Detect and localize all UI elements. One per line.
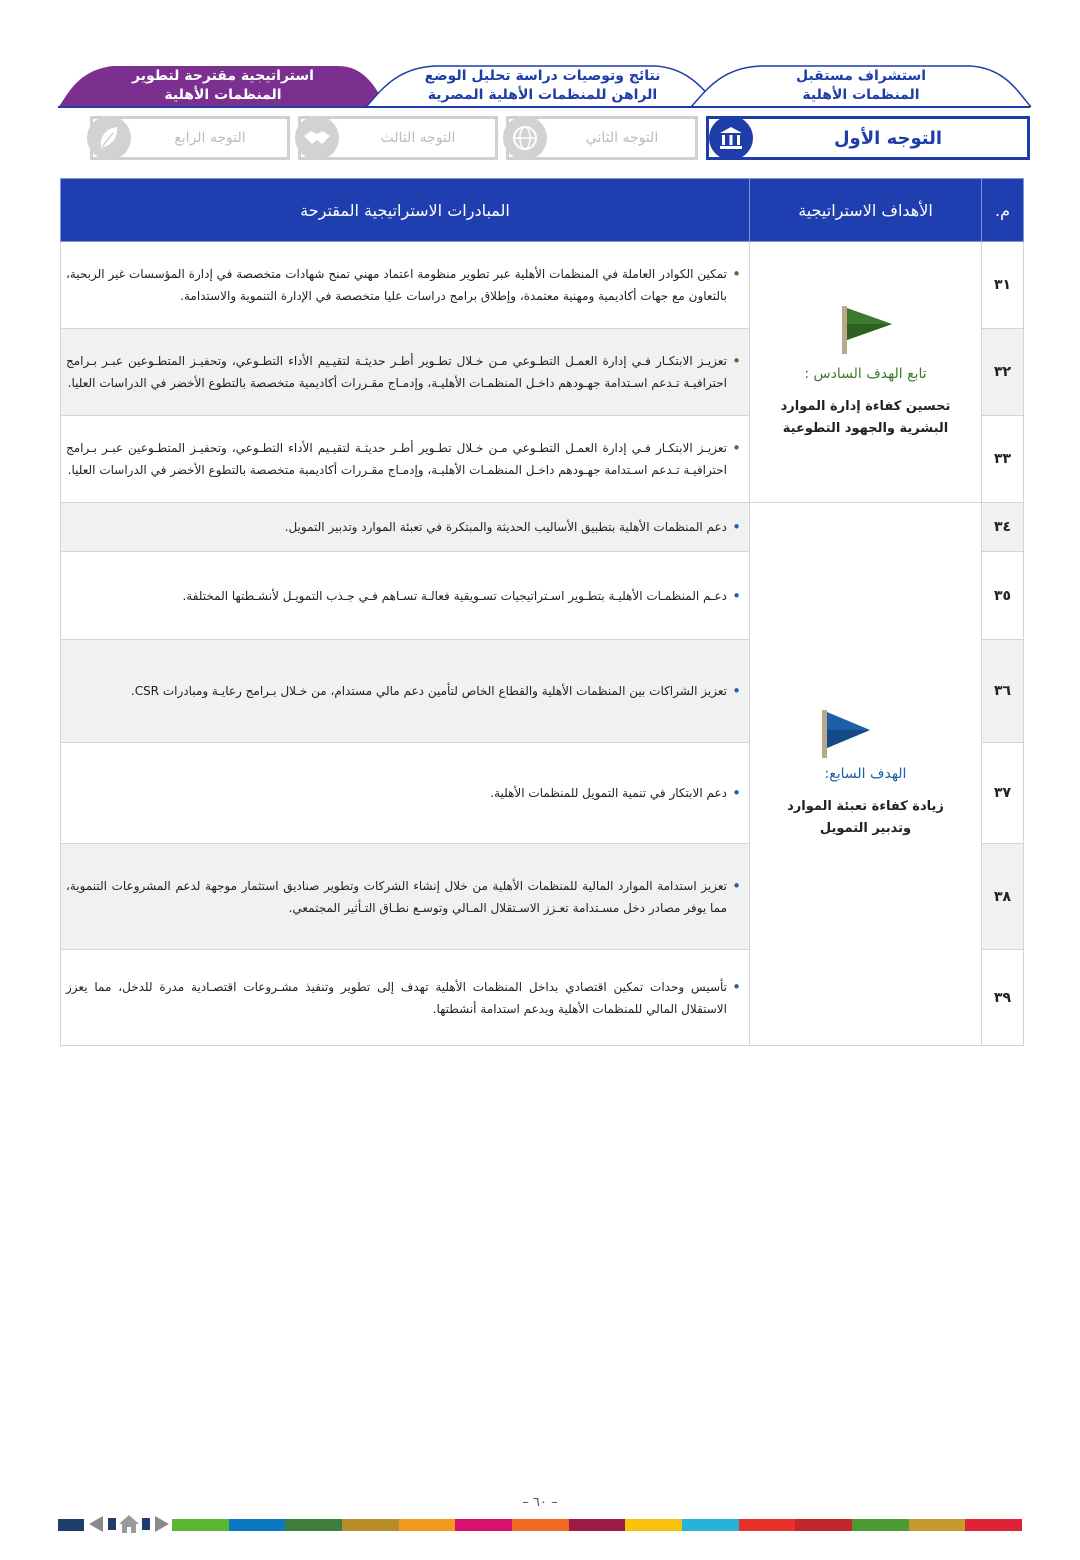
color-bar-segment bbox=[909, 1519, 966, 1531]
home-icon[interactable] bbox=[118, 1513, 140, 1535]
color-bar-segment bbox=[795, 1519, 852, 1531]
initiative-cell bbox=[61, 640, 750, 743]
initiative-cell bbox=[61, 743, 750, 844]
bullet-icon: • bbox=[732, 352, 741, 370]
goal-seven-label: الهدف السابع: bbox=[824, 766, 907, 782]
goal-seven-cell bbox=[750, 503, 982, 1046]
green-flag-icon bbox=[836, 304, 896, 360]
bullet-icon: • bbox=[732, 784, 741, 802]
direction-label: التوجه الرابع bbox=[174, 130, 246, 146]
bullet-icon: • bbox=[732, 265, 741, 283]
institution-icon bbox=[709, 116, 753, 160]
direction-label: التوجه الثالث bbox=[380, 130, 456, 146]
color-bar-segment bbox=[569, 1519, 626, 1531]
tab-label: نتائج وتوصيات دراسة تحليل الوضع الراهن للمنظمات الأهلية المصرية bbox=[424, 68, 661, 103]
tab-results[interactable] bbox=[365, 64, 720, 108]
strategy-table bbox=[60, 178, 1024, 1046]
tab-foresight[interactable] bbox=[690, 64, 1032, 108]
initiative-text: تعزيـز الابتكـار فـي إدارة العمـل التطـوعي مـن خـلال تطـوير أطـر حديثـة لتقيـيم الأداء التطـوعي، وتحفيـز المتطـوعين عبـر بـرامج احترافيـة تـدعم اسـتدامة جهـودهم داخـل المنظمـات الأهليـة، وإدمـاج مقـررات أكاديمية متخصصة بالتطوع الأخضر في الدراسات العليا. bbox=[66, 354, 727, 390]
bullet-icon: • bbox=[732, 518, 741, 536]
color-bar-segment bbox=[682, 1519, 739, 1531]
table-header-row bbox=[61, 179, 1024, 242]
color-bar-segment bbox=[455, 1519, 512, 1531]
tab-label: استراتيجية مقترحة لتطوير المنظمات الأهلية bbox=[132, 68, 314, 103]
row-number: ٣٢ bbox=[982, 329, 1024, 416]
bullet-icon: • bbox=[732, 682, 741, 700]
direction-label: التوجه الثاني bbox=[585, 130, 659, 146]
goal-six-title: تحسين كفاءة إدارة الموارد البشرية والجهود التطوعية bbox=[780, 399, 951, 436]
next-page-icon[interactable] bbox=[152, 1514, 172, 1534]
initiative-cell bbox=[61, 329, 750, 416]
color-bar-segment bbox=[739, 1519, 796, 1531]
square-icon bbox=[108, 1518, 116, 1530]
header-initiatives: المبادرات الاستراتيجية المقترحة bbox=[61, 179, 750, 242]
initiative-text: دعم الابتكار في تنمية التمويل للمنظمات الأهلية. bbox=[490, 786, 727, 800]
initiative-text: تأسيس وحدات تمكين اقتصادي بداخل المنظمات الأهلية تهدف إلى تطوير وتنفيذ مشـروعات اقتصـادية مدرة للدخل، مما يعزز الاستقلال المالي للمنظمات الأهلية ويدعم استدامة أنشطتها. bbox=[66, 979, 727, 1016]
row-number: ٣١ bbox=[982, 242, 1024, 329]
header-num: م. bbox=[982, 179, 1024, 242]
row-number: ٣٩ bbox=[982, 950, 1024, 1046]
initiative-cell bbox=[61, 416, 750, 503]
color-bar-segment bbox=[512, 1519, 569, 1531]
tab-label: استشراف مستقبل المنظمات الأهلية bbox=[795, 68, 927, 103]
color-bar-segment bbox=[852, 1519, 909, 1531]
color-bar-segment bbox=[625, 1519, 682, 1531]
color-bar-segment bbox=[399, 1519, 456, 1531]
initiative-text: دعـم المنظمـات الأهليـة بتطـوير اسـتراتيجيات تسـويقية فعالـة تسـاهم فـي جـذب التمويـل لأنشـطتها المختلفة. bbox=[182, 588, 727, 603]
bullet-icon: • bbox=[732, 876, 741, 895]
handshake-icon bbox=[295, 116, 339, 160]
row-number: ٣٧ bbox=[982, 743, 1024, 844]
goal-seven-title: زيادة كفاءة تعبئة الموارد وتدبير التمويل bbox=[787, 799, 944, 836]
blue-flag-icon bbox=[786, 708, 946, 764]
globe-icon bbox=[503, 116, 547, 160]
table-row bbox=[61, 242, 1024, 329]
initiative-cell bbox=[61, 242, 750, 329]
initiative-text: تعزيز الشراكات بين المنظمات الأهلية والقطاع الخاص لتأمين دعم مالي مستدام، من خـلال بـرامج رعايـة ومبادرات CSR. bbox=[130, 684, 727, 698]
header-goals: الأهداف الاستراتيجية bbox=[750, 179, 982, 242]
direction-fourth-button[interactable] bbox=[90, 116, 290, 160]
color-bar-segment bbox=[285, 1519, 342, 1531]
row-number: ٣٨ bbox=[982, 844, 1024, 950]
previous-page-icon[interactable] bbox=[86, 1514, 106, 1534]
initiative-text: تعزيـز الابتكـار فـي إدارة العمـل التطـوعي مـن خـلال تطـوير أطـر حديثـة لتقيـيم الأداء التطـوعي، وتحفيـز المتطـوعين عبـر بـرامج احترافيـة تـدعم اسـتدامة جهـودهم داخـل المنظمـات الأهليـة، وإدمـاج مقـررات أكاديمية متخصصة بالتطوع الأخضر في الدراسات العليا. bbox=[66, 441, 727, 477]
row-number: ٣٦ bbox=[982, 640, 1024, 743]
color-bar-segment bbox=[229, 1519, 286, 1531]
bullet-icon: • bbox=[732, 586, 741, 605]
goal-six-cell bbox=[750, 242, 982, 503]
row-number: ٣٣ bbox=[982, 416, 1024, 503]
tab-proposed-strategy[interactable] bbox=[58, 64, 388, 108]
footer-color-bar bbox=[172, 1519, 1022, 1531]
footer-bar-segment bbox=[58, 1519, 84, 1531]
initiative-cell bbox=[61, 503, 750, 552]
color-bar-segment bbox=[965, 1519, 1022, 1531]
initiative-text: تعزيز استدامة الموارد المالية للمنظمات الأهلية من خلال إنشاء الشركات وتطوير صناديق استثمار موجهة لدعم المشروعات التنموية، مما يوفر مصادر دخل مسـتدامة تعـزز الاسـتقلال المـالي وتوسـع نطـاق التـأثير المجتمعي. bbox=[66, 878, 727, 915]
direction-first-button[interactable] bbox=[706, 116, 1030, 160]
footer-nav bbox=[86, 1513, 172, 1535]
page-number: – ٦٠ – bbox=[522, 1495, 558, 1510]
leaf-icon bbox=[87, 116, 131, 160]
direction-second-button[interactable] bbox=[506, 116, 698, 160]
color-bar-segment bbox=[342, 1519, 399, 1531]
square-icon bbox=[142, 1518, 150, 1530]
initiative-cell bbox=[61, 552, 750, 640]
direction-label: التوجه الأول bbox=[833, 127, 943, 149]
initiative-text: دعم المنظمات الأهلية بتطبيق الأساليب الحديثة والمبتكرة في تعبئة الموارد وتدبير التمويل. bbox=[284, 520, 727, 534]
initiative-cell bbox=[61, 844, 750, 950]
direction-third-button[interactable] bbox=[298, 116, 498, 160]
goal-six-label: تابع الهدف السادس : bbox=[804, 366, 927, 382]
bullet-icon: • bbox=[732, 439, 741, 457]
initiative-text: تمكين الكوادر العاملة في المنظمات الأهلية عبر تطوير منظومة اعتماد مهني تمنح شهادات متخصصة في إدارة المؤسسات غير الربحية، بالتعاون مع جهات أكاديمية ومهنية معتمدة، وإطلاق برامج دراسات عليا متخصصة في الإدارة التنموية والاستدامة. bbox=[66, 267, 727, 303]
table-row bbox=[61, 503, 1024, 552]
color-bar-segment bbox=[172, 1519, 229, 1531]
initiative-cell bbox=[61, 950, 750, 1046]
row-number: ٣٥ bbox=[982, 552, 1024, 640]
row-number: ٣٤ bbox=[982, 503, 1024, 552]
tab-underline bbox=[58, 106, 1030, 108]
bullet-icon: • bbox=[732, 977, 741, 996]
